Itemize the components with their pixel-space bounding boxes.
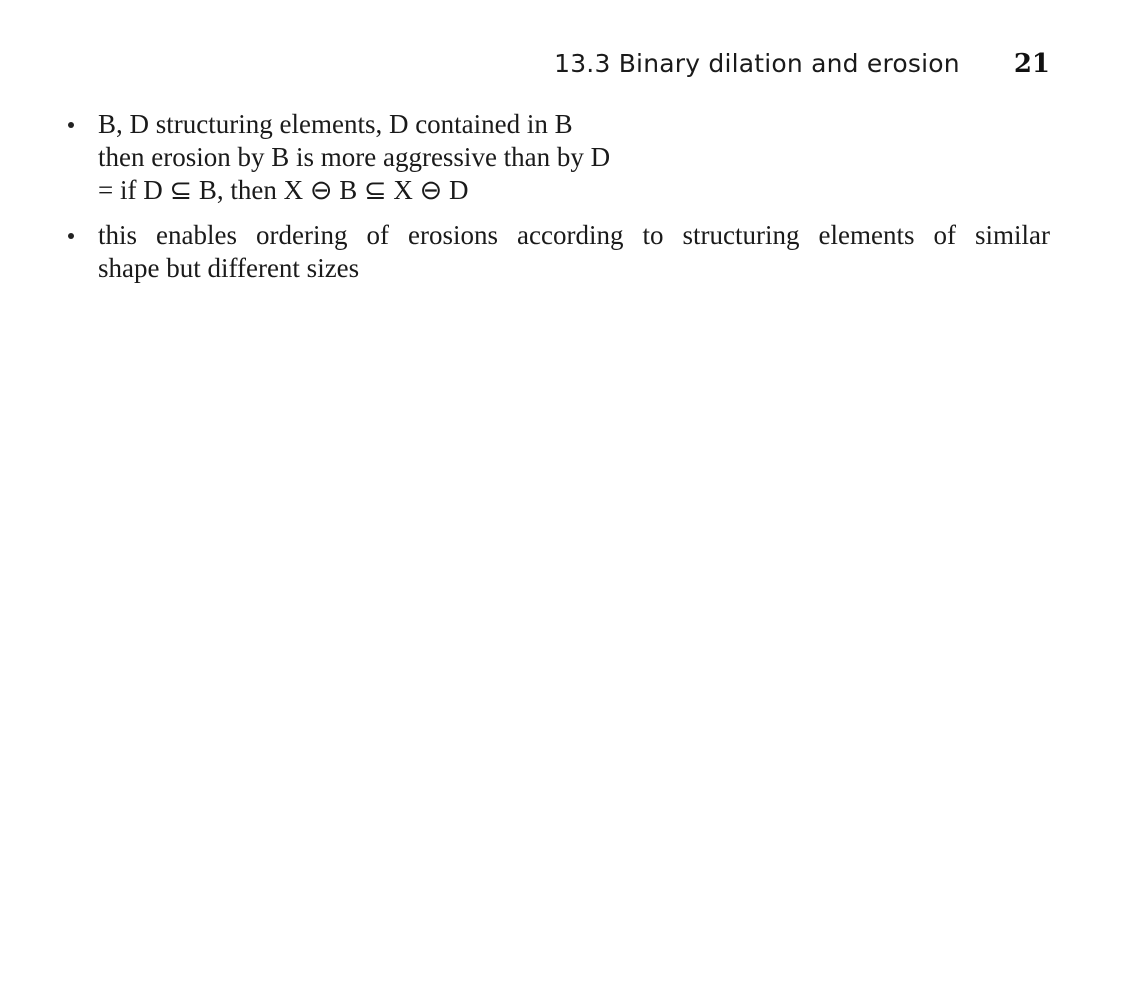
bullet-1-line-2: then erosion by B is more aggressive than by D [98,142,611,172]
section-title: 13.3 Binary dilation and erosion [554,49,960,78]
bullet-1-line-3: = if D ⊆ B, then X ⊖ B ⊆ X ⊖ D [98,175,469,205]
page-number: 21 [1013,49,1050,79]
bullet-dot-icon [68,122,74,128]
running-header [0,46,1050,82]
bullet-list [64,108,1050,297]
bullet-item [64,108,1050,207]
bullet-dot-icon [68,233,74,239]
bullet-item [64,219,1050,285]
bullet-1-line-1: B, D structuring elements, D contained in B [98,109,573,139]
bullet-2-line-2: shape but different sizes [98,253,360,283]
bullet-2-line-1: this enables ordering of erosions according to structuring elements of similar [98,220,1050,250]
